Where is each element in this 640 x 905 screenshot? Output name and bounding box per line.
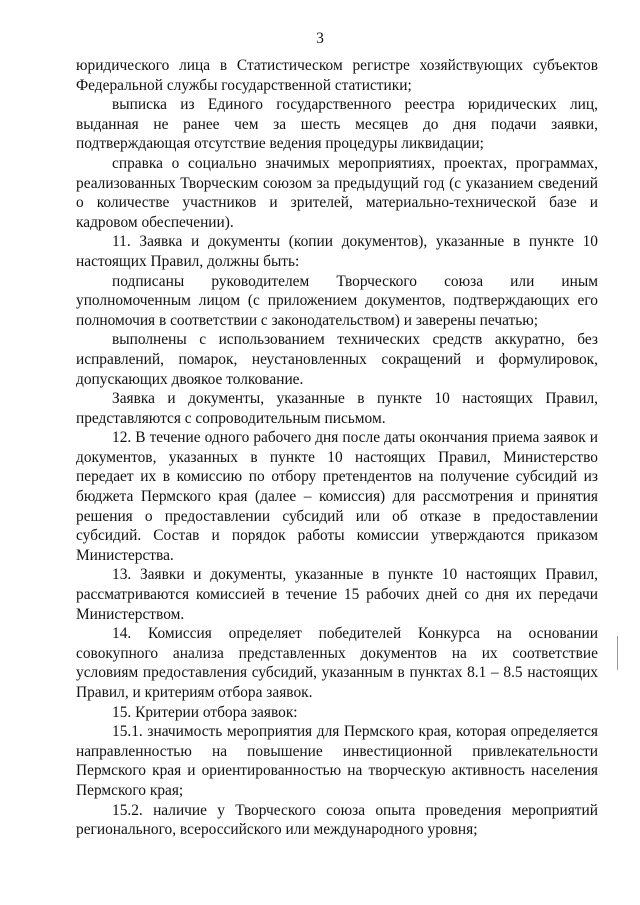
scan-edge-mark: [617, 636, 618, 670]
paragraph-clause-15-1: 15.1. значимость мероприятия для Пермского края, которая определяется направленностью на повышение инвестиционной привлекательности Пермского края и ориентированностью на творческую активность населения Пермского края;: [76, 723, 598, 799]
paragraph-continuation: юридического лица в Статистическом регистре хозяйствующих субъектов Федеральной службы государственной статистики;: [76, 57, 598, 94]
paragraph-clause-11: 11. Заявка и документы (копии документов), указанные в пункте 10 настоящих Правил, должны быть:: [76, 233, 598, 270]
paragraph-signed: подписаны руководителем Творческого союза или иным уполномоченным лицом (с приложением документов, подтверждающих его полномочия в соответствии с законодательством) и заверены печатью;: [76, 272, 598, 329]
document-body: [76, 56, 598, 840]
paragraph-clause-14: 14. Комиссия определяет победителей Конкурса на основании совокупного анализа представленных документов на их соответствие условиям предоставления субсидий, указанным в пунктах 8.1 – 8.5 настоящих Правил, и критериям отбора заявок.: [76, 625, 598, 701]
paragraph-cover-letter: Заявка и документы, указанные в пункте 10 настоящих Правил, представляются с сопроводительным письмом.: [76, 390, 598, 427]
paragraph-clause-13: 13. Заявки и документы, указанные в пункте 10 настоящих Правил, рассматриваются комиссией в течение 15 рабочих дней со дня их передачи Министерством.: [76, 566, 598, 623]
paragraph-clause-15-2: 15.2. наличие у Творческого союза опыта проведения мероприятий регионального, всероссийского или международного уровня;: [76, 801, 598, 839]
paragraph-activities-certificate: справка о социально значимых мероприятиях, проектах, программах, реализованных Творческим союзом за предыдущий год (с указанием сведений о количестве участников и зрителей, материально-технической базе и кадровом обеспечении).: [76, 154, 598, 231]
paragraph-clause-12: 12. В течение одного рабочего дня после даты окончания приема заявок и документов, указанных в пункте 10 настоящих Правил, Министерство передает их в комиссию по отбору претендентов на получение субсидий из бюджета Пермского края (далее – комиссия) для рассмотрения и принятия решения о предоставлении субсидий или об отказе в предоставлении субсидий. Состав и порядок работы комиссии утверждаются приказом Министерства.: [76, 429, 598, 564]
paragraph-egrul-extract: выписка из Единого государственного реестра юридических лиц, выданная не ранее чем за шесть месяцев до дня подачи заявки, подтверждающая отсутствие ведения процедуры ликвидации;: [76, 96, 598, 153]
paragraph-clause-15: 15. Критерии отбора заявок:: [112, 703, 298, 721]
paragraph-executed: выполнены с использованием технических средств аккуратно, без исправлений, помарок, неустановленных сокращений и формулировок, допускающих двоякое толкование.: [76, 331, 598, 388]
page-number: 3: [316, 30, 324, 47]
